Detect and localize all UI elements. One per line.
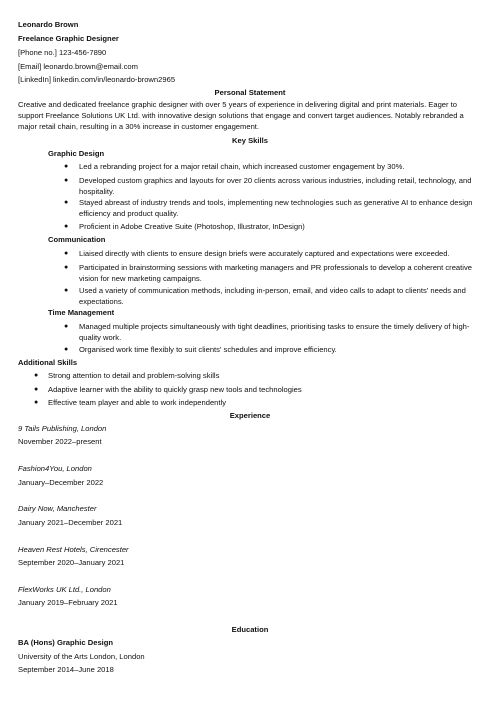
job-title: Freelance Graphic Designer xyxy=(18,34,119,43)
degree: BA (Hons) Graphic Design xyxy=(18,638,114,647)
email-line: [Email] leonardo.brown@email.com xyxy=(18,62,138,71)
list-item: Effective team player and able to work independently xyxy=(48,398,227,407)
graphic-design-label: Graphic Design xyxy=(48,149,105,158)
linkedin-line: [LinkedIn] linkedin.com/in/leonardo-brown2965 xyxy=(18,75,176,84)
candidate-name: Leonardo Brown xyxy=(18,20,79,29)
list-item: Used a variety of communication methods, including in-person, email, and video calls to adapt to clients' needs and expectations. xyxy=(79,286,466,306)
bullet-icon: ● xyxy=(34,386,39,393)
time-management-label: Time Management xyxy=(48,308,115,317)
list-item: Participated in brainstorming sessions with marketing managers and PR professionals to develop a coherent creative vision for new marketing campaigns. xyxy=(79,263,472,283)
bullet-icon: ● xyxy=(34,372,39,379)
bullet-icon: ● xyxy=(64,346,69,353)
list-item: Stayed abreast of industry trends and tools, implementing new technologies such as generative AI to enhance design efficiency and product quality. xyxy=(79,198,473,218)
additional-skills-label: Additional Skills xyxy=(18,358,78,367)
list-item: Developed custom graphics and layouts for over 20 clients across various industries, including retail, technology, and hospitality. xyxy=(79,176,472,196)
list-item: Strong attention to detail and problem-solving skills xyxy=(48,371,220,380)
list-item: Organised work time flexibly to suit clients' schedules and improve efficiency. xyxy=(79,345,337,354)
bullet-icon: ● xyxy=(64,287,69,294)
job-company: Heaven Rest Hotels, Cirencester xyxy=(18,545,129,554)
list-item: Led a rebranding project for a major retail chain, which increased customer engagement by 30%. xyxy=(79,162,405,171)
bullet-icon: ● xyxy=(64,199,69,206)
bullet-icon: ● xyxy=(34,399,39,406)
job-dates: January–December 2022 xyxy=(18,478,104,487)
education-dates: September 2014–June 2018 xyxy=(18,665,114,674)
job-dates: November 2022–present xyxy=(18,437,102,446)
key-skills-heading: Key Skills xyxy=(232,136,268,145)
job-company: Dairy Now, Manchester xyxy=(18,504,97,513)
experience-heading: Experience xyxy=(229,411,271,420)
bullet-icon: ● xyxy=(64,264,69,271)
job-company: Fashion4You, London xyxy=(18,464,92,473)
personal-statement-text: Creative and dedicated freelance graphic designer with over 5 years of experience in delivering digital and print materials. Eager to support Freelance Solutions UK Ltd. with innovative design solutions that engage and convert target audiences. Notably rebranded a major retail chain, resulting in a 30% increase in customer engagement. xyxy=(18,100,464,131)
list-item: Proficient in Adobe Creative Suite (Photoshop, Illustrator, InDesign) xyxy=(79,222,305,231)
list-item: Adaptive learner with the ability to quickly grasp new tools and technologies xyxy=(48,385,302,394)
bullet-icon: ● xyxy=(64,177,69,184)
school: University of the Arts London, London xyxy=(18,652,145,661)
bullet-icon: ● xyxy=(64,323,69,330)
job-dates: September 2020–January 2021 xyxy=(18,558,125,567)
education-heading: Education xyxy=(231,625,269,634)
bullet-icon: ● xyxy=(64,163,69,170)
list-item: Liaised directly with clients to ensure design briefs were accurately captured and expectations were exceeded. xyxy=(79,249,450,258)
phone-line: [Phone no.] 123-456-7890 xyxy=(18,48,107,57)
job-dates: January 2019–February 2021 xyxy=(18,598,118,607)
bullet-icon: ● xyxy=(64,223,69,230)
job-company: 9 Tails Publishing, London xyxy=(18,424,107,433)
personal-statement-heading: Personal Statement xyxy=(214,88,286,97)
bullet-icon: ● xyxy=(64,250,69,257)
list-item: Managed multiple projects simultaneously with tight deadlines, prioritising tasks to ensure the timely delivery of high-quality work. xyxy=(79,322,470,342)
job-dates: January 2021–December 2021 xyxy=(18,518,123,527)
communication-label: Communication xyxy=(48,235,106,244)
job-company: FlexWorks UK Ltd., London xyxy=(18,585,111,594)
